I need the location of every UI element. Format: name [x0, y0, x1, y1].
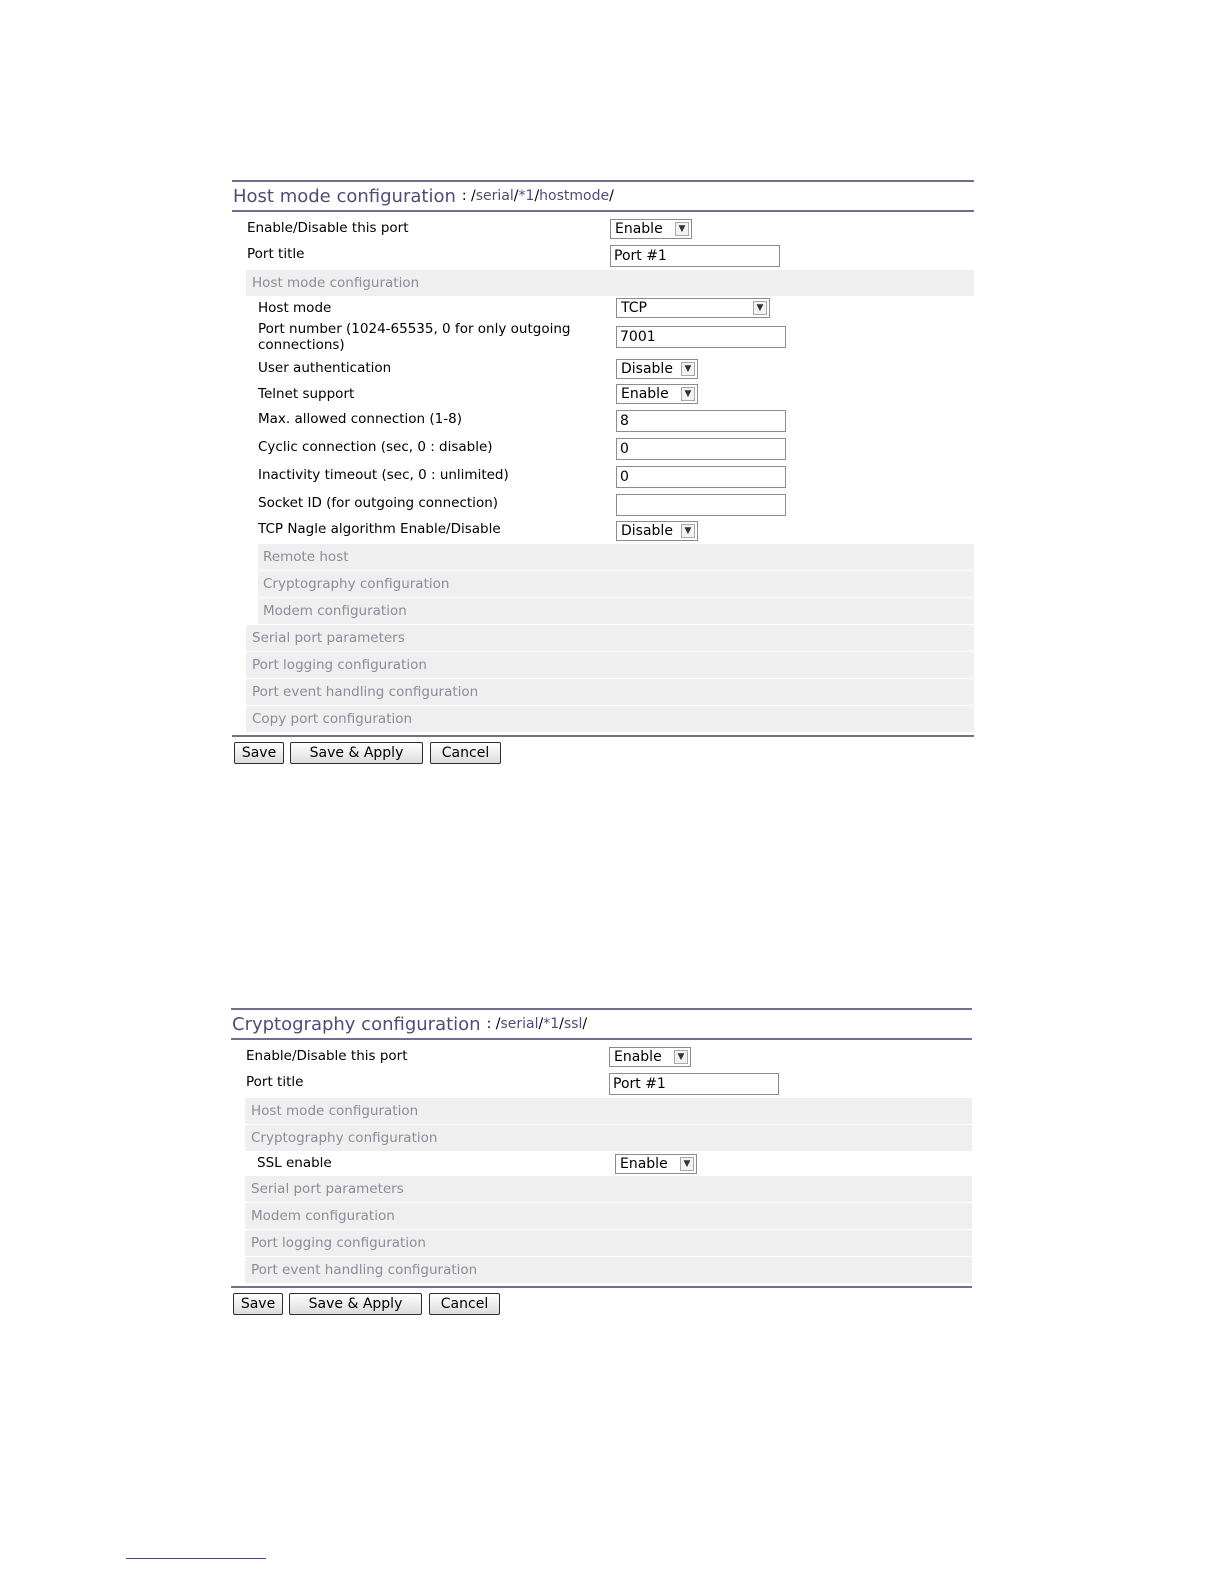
port-number-row	[232, 320, 974, 356]
panel-header	[232, 180, 974, 212]
ssl-select[interactable]	[615, 1154, 697, 1174]
port-title-label: Port title	[247, 246, 305, 262]
save-apply-button[interactable]: Save & Apply	[289, 1293, 422, 1315]
enable-port-row	[231, 1044, 972, 1070]
cyclic-label: Cyclic connection (sec, 0 : disable)	[258, 439, 493, 455]
port-number-label-line1: Port number (1024-65535, 0 for only outgoing	[258, 321, 571, 337]
chevron-down-icon: ▼	[674, 1050, 688, 1064]
port-title-input[interactable]: Port #1	[610, 245, 780, 267]
section-cryptography[interactable]: Cryptography configuration	[258, 571, 974, 597]
chevron-down-icon: ▼	[681, 362, 695, 376]
cancel-button[interactable]: Cancel	[430, 742, 501, 764]
panel-title: Cryptography configuration	[232, 1013, 481, 1035]
breadcrumb: : /serial/*1/hostmode/	[461, 188, 614, 204]
breadcrumb-link[interactable]: hostmode	[539, 188, 610, 204]
port-title-label: Port title	[246, 1074, 304, 1090]
breadcrumb-link[interactable]: serial	[475, 188, 514, 204]
chevron-down-icon: ▼	[753, 301, 767, 315]
panel-header	[231, 1008, 972, 1040]
breadcrumb-separator: : /	[461, 188, 476, 204]
save-apply-button[interactable]: Save & Apply	[290, 742, 423, 764]
enable-port-value: Enable	[614, 1049, 662, 1065]
telnet-value: Enable	[621, 386, 669, 402]
ssl-value: Enable	[620, 1156, 668, 1172]
panel-title: Host mode configuration	[233, 185, 456, 207]
user-auth-select[interactable]	[616, 359, 698, 379]
user-auth-label: User authentication	[258, 360, 392, 376]
telnet-label: Telnet support	[258, 386, 355, 402]
cyclic-row	[232, 436, 974, 464]
max-conn-input[interactable]: 8	[616, 410, 786, 432]
socket-input[interactable]	[616, 494, 786, 516]
inactivity-row	[232, 464, 974, 492]
max-conn-row	[232, 408, 974, 436]
enable-port-label: Enable/Disable this port	[247, 220, 409, 236]
socket-label: Socket ID (for outgoing connection)	[258, 495, 499, 511]
breadcrumb: : /serial/*1/ssl/	[486, 1016, 588, 1032]
ssl-row	[231, 1151, 972, 1177]
section-serial-port[interactable]: Serial port parameters	[245, 1176, 972, 1202]
enable-port-select[interactable]	[609, 1047, 691, 1067]
telnet-row	[232, 382, 974, 408]
cancel-button[interactable]: Cancel	[429, 1293, 500, 1315]
port-number-label-line2: connections)	[258, 337, 345, 353]
port-title-row	[232, 242, 974, 268]
section-host-mode[interactable]: Host mode configuration	[245, 1098, 972, 1124]
section-port-logging[interactable]: Port logging configuration	[246, 652, 974, 678]
ssl-label: SSL enable	[257, 1155, 332, 1171]
inactivity-input[interactable]: 0	[616, 466, 786, 488]
port-title-row	[231, 1070, 972, 1096]
host-mode-label: Host mode	[258, 300, 332, 316]
section-port-event[interactable]: Port event handling configuration	[245, 1257, 972, 1283]
socket-row	[232, 492, 974, 520]
enable-port-value: Enable	[615, 221, 663, 237]
section-remote-host[interactable]: Remote host	[258, 544, 974, 570]
user-auth-value: Disable	[621, 361, 673, 377]
enable-port-row	[232, 216, 974, 242]
user-auth-row	[232, 356, 974, 382]
port-number-label	[258, 321, 570, 353]
host-mode-value: TCP	[621, 300, 647, 316]
nagle-select[interactable]	[616, 521, 698, 541]
enable-port-label: Enable/Disable this port	[246, 1048, 408, 1064]
nagle-value: Disable	[621, 523, 673, 539]
panel-divider	[232, 735, 974, 737]
port-number-input[interactable]: 7001	[616, 326, 786, 348]
chevron-down-icon: ▼	[680, 1157, 694, 1171]
cyclic-input[interactable]: 0	[616, 438, 786, 460]
breadcrumb-link[interactable]: ssl	[563, 1016, 583, 1032]
section-port-event[interactable]: Port event handling configuration	[246, 679, 974, 705]
breadcrumb-separator: : /	[486, 1016, 501, 1032]
cryptography-panel	[231, 1008, 972, 1328]
panel-divider	[231, 1286, 972, 1288]
enable-port-select[interactable]	[610, 219, 692, 239]
port-title-input[interactable]: Port #1	[609, 1073, 779, 1095]
save-button[interactable]: Save	[234, 742, 284, 764]
footnote-divider	[126, 1558, 266, 1559]
inactivity-label: Inactivity timeout (sec, 0 : unlimited)	[258, 467, 509, 483]
host-mode-panel	[232, 180, 974, 770]
section-host-mode[interactable]: Host mode configuration	[246, 270, 974, 296]
host-mode-row	[232, 296, 974, 320]
host-mode-select[interactable]	[616, 298, 770, 318]
chevron-down-icon: ▼	[681, 524, 695, 538]
nagle-label: TCP Nagle algorithm Enable/Disable	[258, 521, 501, 537]
section-copy-port[interactable]: Copy port configuration	[246, 706, 974, 732]
section-cryptography[interactable]: Cryptography configuration	[245, 1125, 972, 1151]
telnet-select[interactable]	[616, 384, 698, 404]
breadcrumb-link[interactable]: serial	[500, 1016, 539, 1032]
chevron-down-icon: ▼	[675, 222, 689, 236]
breadcrumb-link[interactable]: *1	[518, 188, 535, 204]
save-button[interactable]: Save	[233, 1293, 283, 1315]
section-modem[interactable]: Modem configuration	[245, 1203, 972, 1229]
chevron-down-icon: ▼	[681, 387, 695, 401]
nagle-row	[232, 520, 974, 544]
section-modem[interactable]: Modem configuration	[258, 598, 974, 624]
max-conn-label: Max. allowed connection (1-8)	[258, 411, 462, 427]
section-serial-port[interactable]: Serial port parameters	[246, 625, 974, 651]
section-port-logging[interactable]: Port logging configuration	[245, 1230, 972, 1256]
breadcrumb-link[interactable]: *1	[543, 1016, 560, 1032]
